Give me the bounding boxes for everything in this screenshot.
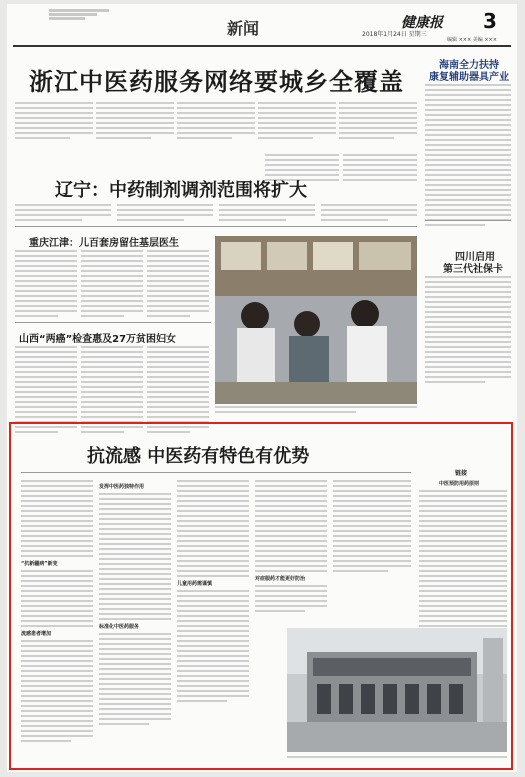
editor-name: 编辑 ××× xyxy=(447,37,472,43)
feature-subhead-5: 儿童用药需谨慎 xyxy=(177,581,213,587)
zhejiang-body xyxy=(15,102,417,152)
photo-hospital xyxy=(287,628,507,752)
feature-col-1 xyxy=(21,480,93,745)
feature-subhead-3: 发挥中医药独特作用 xyxy=(99,484,145,490)
headline-shanxi: 山西“两癌”检查惠及27万贫困妇女 xyxy=(19,334,177,345)
sichuan-body xyxy=(425,276,511,386)
headline-zhejiang: 浙江中医药服务网络要城乡全覆盖 xyxy=(29,68,404,96)
feature-headline-rule xyxy=(21,472,411,473)
headline-hainan-2: 康复辅助器具产业 xyxy=(429,72,509,83)
feature-subhead-7: 中医预防用药原则 xyxy=(439,481,480,487)
paper-logo: 健康报 xyxy=(401,15,443,31)
headline-sichuan-1: 四川启用 xyxy=(455,252,495,263)
liaoning-separator xyxy=(15,226,417,227)
photo-caption-pharmacy xyxy=(215,406,417,416)
headline-chongqing: 重庆江津：儿百套房留住基层医生 xyxy=(29,238,179,249)
photo-pharmacy xyxy=(215,236,417,404)
feature-col-3 xyxy=(177,480,249,705)
hainan-separator xyxy=(425,220,511,221)
photo-caption-hospital xyxy=(287,756,507,761)
editor-line xyxy=(447,36,497,43)
newspaper-page xyxy=(7,4,517,772)
feature-side-label: 链接 xyxy=(455,470,468,477)
header-rule xyxy=(13,45,511,47)
chongqing-separator xyxy=(15,322,211,323)
feature-col-2 xyxy=(99,480,171,728)
headline-hainan-1: 海南全力扶持 xyxy=(439,60,499,71)
designer-name: 美编 ××× xyxy=(472,37,497,43)
headline-feature: 抗流感 中医药有特色有优势 xyxy=(87,446,310,467)
feature-subhead-2: 流感患者增加 xyxy=(21,631,52,637)
feature-col-5 xyxy=(333,480,411,575)
feature-subhead-1: “抗新疆病”新变 xyxy=(21,561,58,567)
section-title: 新闻 xyxy=(227,19,260,38)
page-header-left-block xyxy=(49,8,109,21)
headline-liaoning: 辽宁：中药制剂调剂范围将扩大 xyxy=(55,180,307,201)
feature-subhead-6: 对症服药才能更好防治 xyxy=(255,576,306,582)
feature-subhead-4: 标准化中医药服务 xyxy=(99,624,140,630)
page-number: 3 xyxy=(483,9,497,33)
hainan-body xyxy=(425,84,511,229)
date-line: 2018年1月24日 星期三 xyxy=(362,31,427,38)
feature-col-4 xyxy=(255,480,327,615)
headline-sichuan-2: 第三代社保卡 xyxy=(443,264,503,275)
